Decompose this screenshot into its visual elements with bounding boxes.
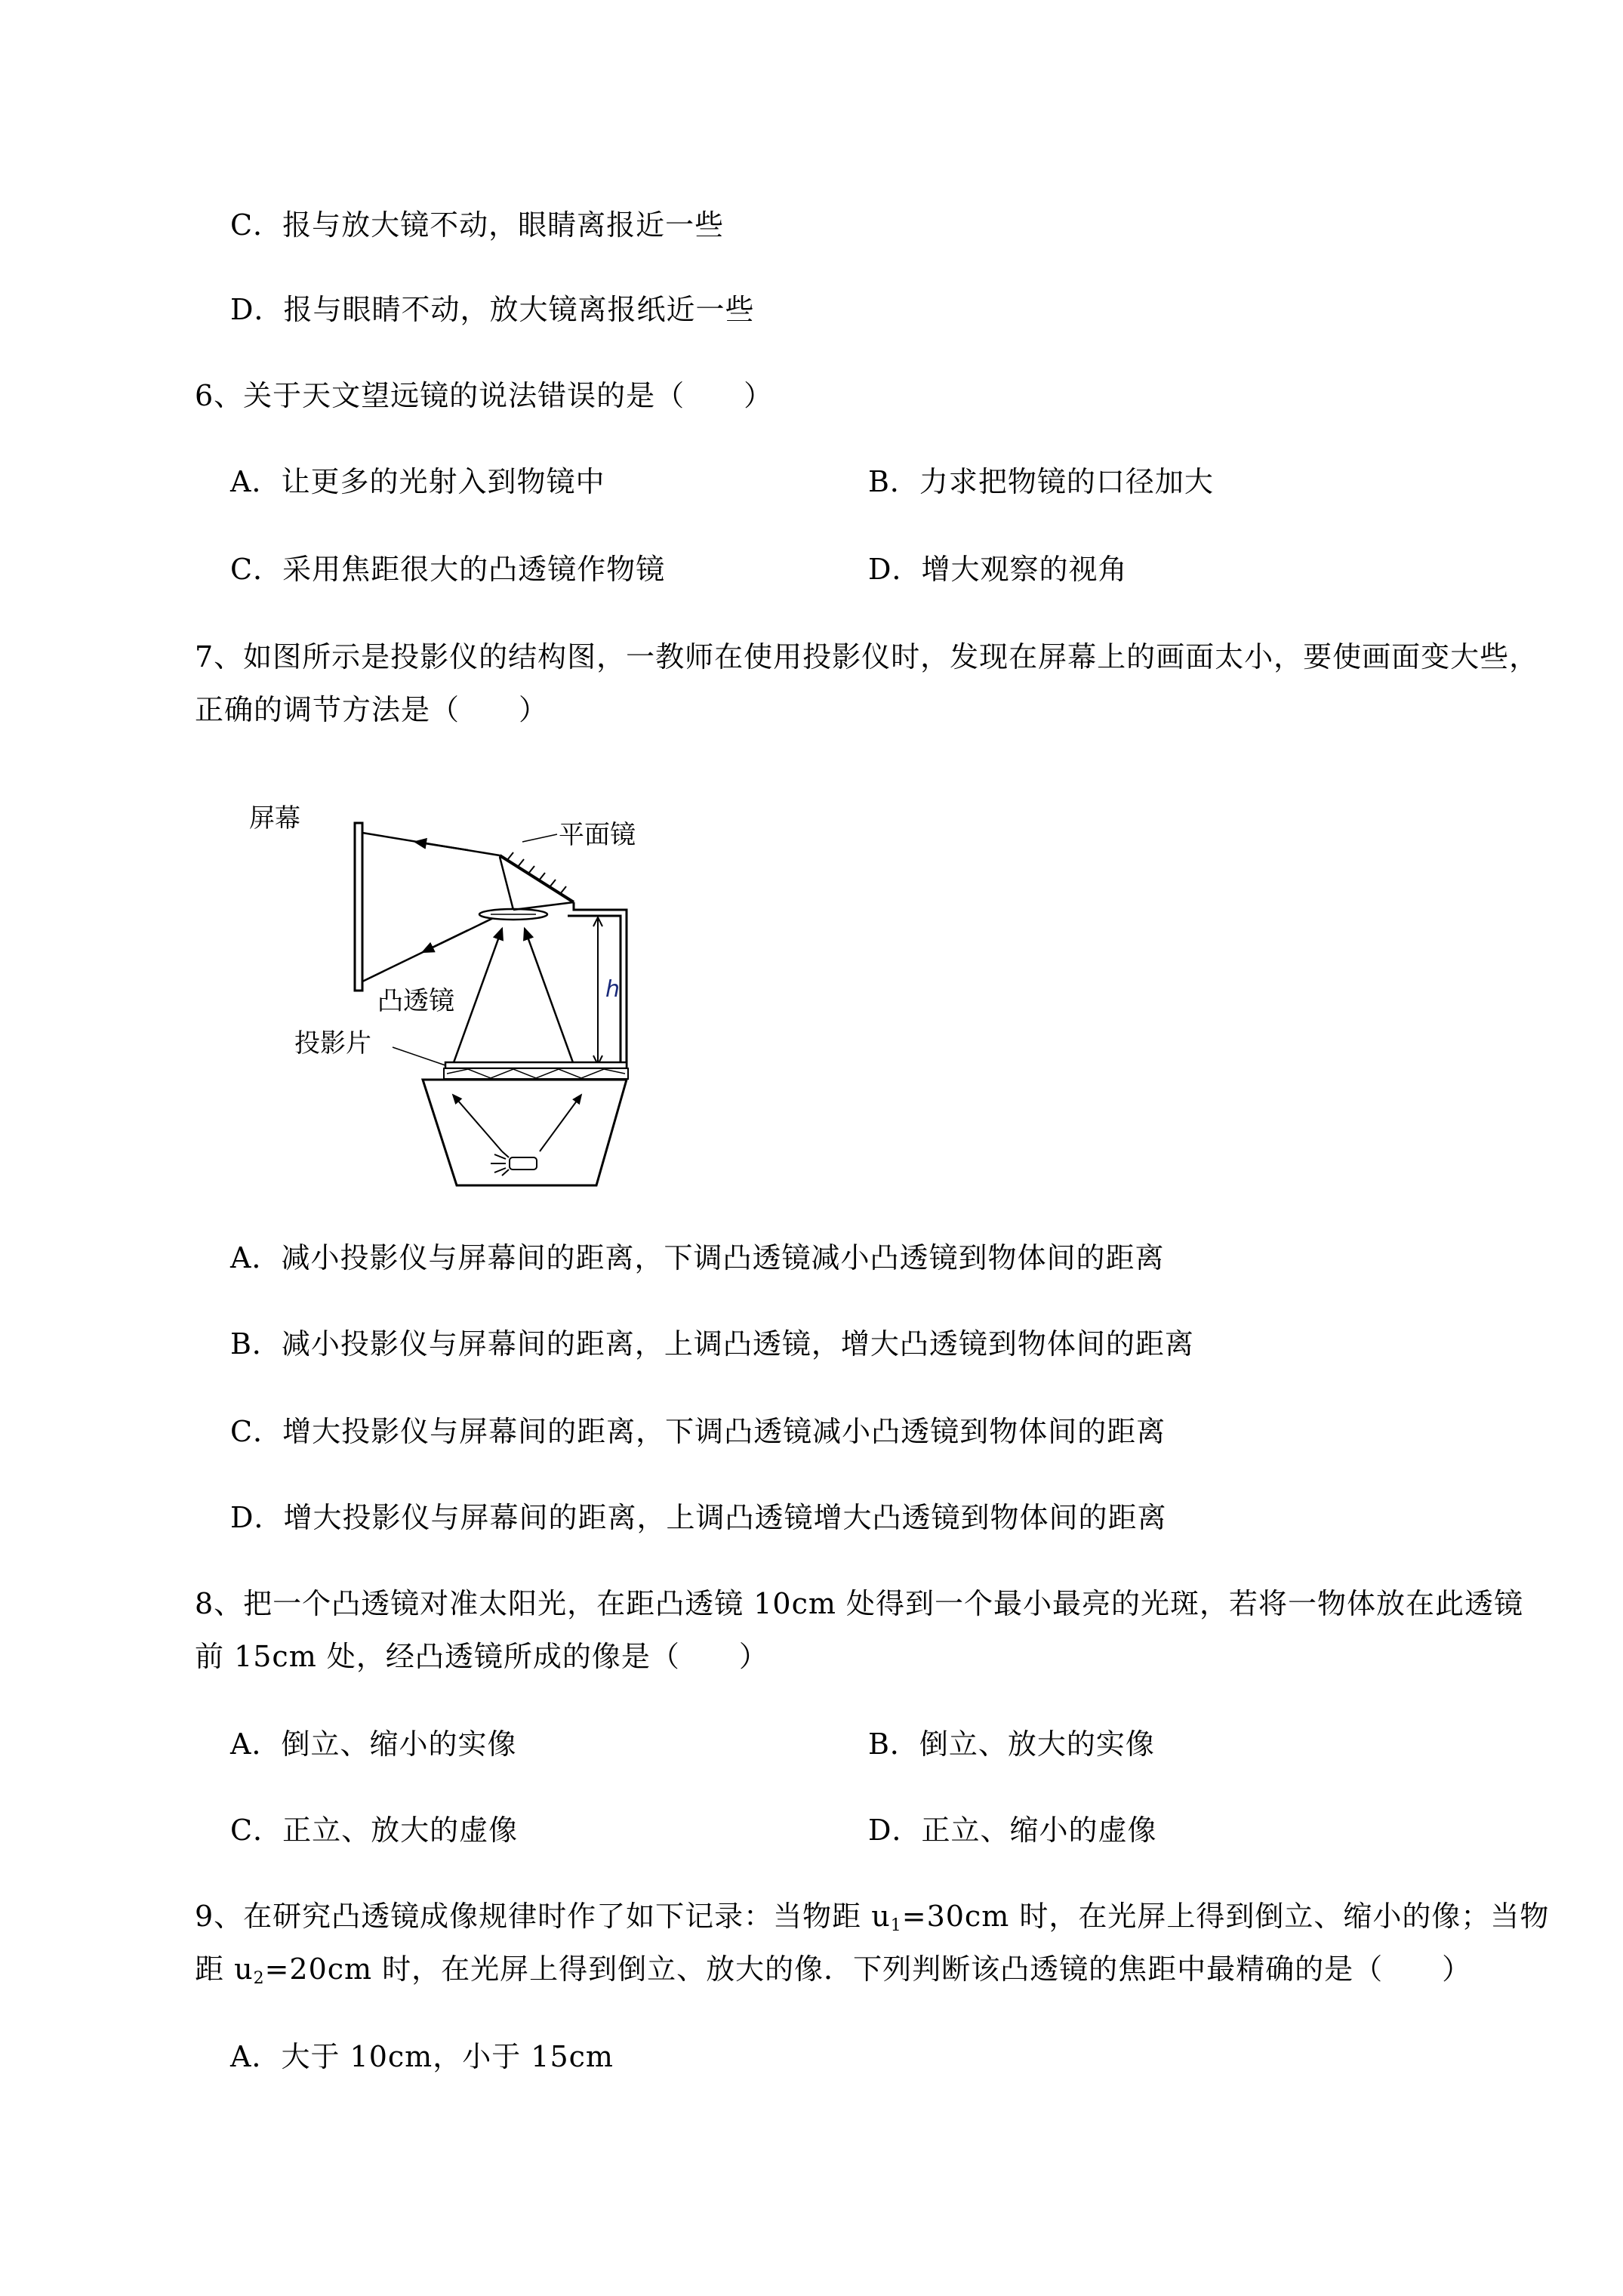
screen <box>355 823 362 991</box>
q8-stem-line1: 8、把一个凸透镜对准太阳光，在距凸透镜 10cm 处得到一个最小最亮的光斑，若将一物体放在此透镜 <box>195 1587 1524 1620</box>
q9-stem-line1-b: =30cm 时，在光屏上得到倒立、缩小的像；当物 <box>901 1900 1550 1933</box>
q8-option-b: B．倒立、放大的实像 <box>868 1727 1155 1761</box>
slide <box>445 1062 627 1068</box>
q6-stem: 6、关于天文望远镜的说法错误的是（ ） <box>195 379 774 412</box>
q8-option-a: A．倒立、缩小的实像 <box>230 1727 517 1761</box>
q7-option-c: C．增大投影仪与屏幕间的距离，下调凸透镜减小凸透镜到物体间的距离 <box>230 1415 1166 1448</box>
q9-stem-line2-a: 距 u <box>195 1952 254 1986</box>
q8-stem-line2: 前 15cm 处，经凸透镜所成的像是（ ） <box>195 1640 768 1673</box>
q8-option-d: D．正立、缩小的虚像 <box>868 1814 1157 1847</box>
q9-stem-line2 <box>195 1951 1471 1987</box>
q9-u2-subscript: 2 <box>253 1969 265 1988</box>
q8-option-c: C．正立、放大的虚像 <box>230 1814 519 1847</box>
q7-option-a: A．减小投影仪与屏幕间的距离，下调凸透镜减小凸透镜到物体间的距离 <box>230 1241 1165 1274</box>
plane-mirror <box>500 855 574 902</box>
label-slide: 投影片 <box>294 1028 371 1059</box>
q7-option-d: D．增大投影仪与屏幕间的距离，上调凸透镜增大凸透镜到物体间的距离 <box>230 1501 1167 1534</box>
q6-option-d: D．增大观察的视角 <box>868 553 1128 586</box>
q6-option-c: C．采用焦距很大的凸透镜作物镜 <box>230 553 666 586</box>
q5-option-c: C．报与放大镜不动，眼睛离报近一些 <box>230 208 725 242</box>
q7-option-b: B．减小投影仪与屏幕间的距离，上调凸透镜，增大凸透镜到物体间的距离 <box>230 1327 1194 1361</box>
label-lens: 凸透镜 <box>377 986 454 1016</box>
q6-option-b: B．力求把物镜的口径加大 <box>868 465 1214 498</box>
q9-stem-line1-a: 9、在研究凸透镜成像规律时作了如下记录：当物距 u <box>195 1900 891 1933</box>
q6-option-a: A．让更多的光射入到物镜中 <box>230 465 605 498</box>
label-mirror: 平面镜 <box>559 820 636 850</box>
q7-stem-line1: 7、如图所示是投影仪的结构图，一教师在使用投影仪时，发现在屏幕上的画面太小，要使画面变大些， <box>195 640 1539 673</box>
q9-stem-line1 <box>195 1898 1549 1934</box>
q9-u1-subscript: 1 <box>890 1916 902 1935</box>
q9-stem-line2-b: =20cm 时，在光屏上得到倒立、放大的像．下列判断该凸透镜的焦距中最精确的是（ ） <box>264 1952 1472 1986</box>
q9-option-a: A．大于 10cm，小于 15cm <box>230 2040 614 2073</box>
projector-diagram <box>242 797 679 1189</box>
label-screen: 屏幕 <box>249 803 300 834</box>
q5-option-d: D．报与眼睛不动，放大镜离报纸近一些 <box>230 293 755 326</box>
label-h: h <box>605 976 621 1003</box>
q7-stem-line2: 正确的调节方法是（ ） <box>195 693 549 726</box>
